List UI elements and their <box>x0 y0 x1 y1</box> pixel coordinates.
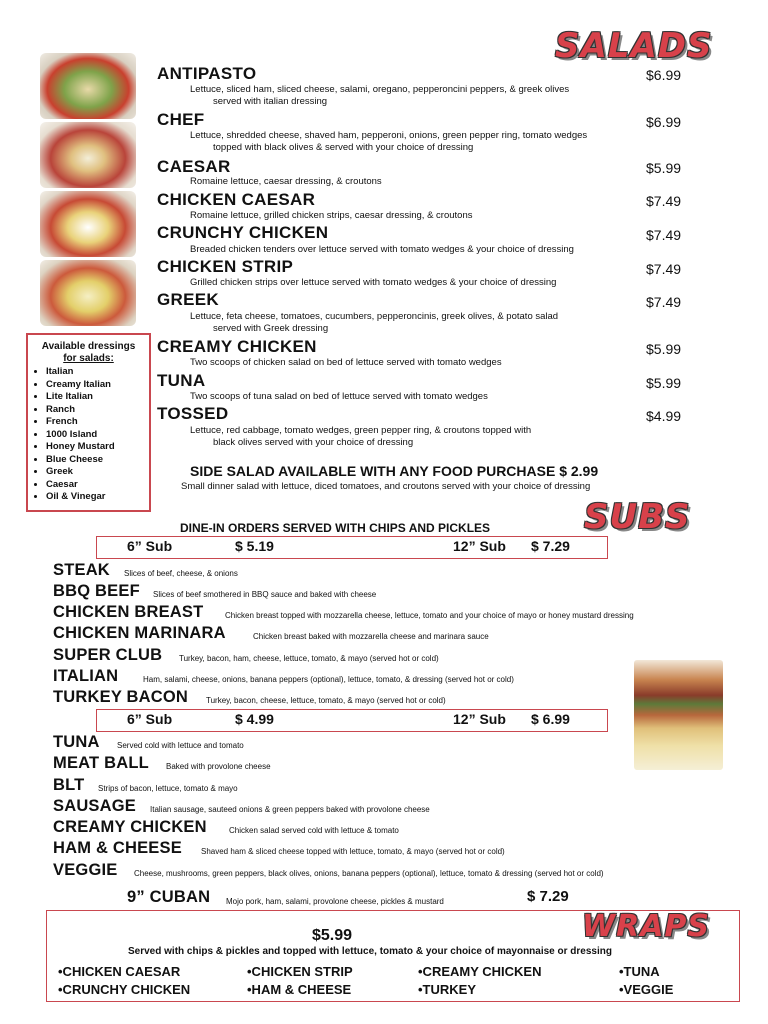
salad-price: $5.99 <box>646 341 682 357</box>
six-inch-label: 6” Sub <box>127 711 173 727</box>
salad-price: $6.99 <box>646 67 682 83</box>
salad-desc: served with italian dressing <box>213 96 328 107</box>
salad-price: $7.49 <box>646 193 682 209</box>
dressing-item: • Greek <box>46 466 149 479</box>
wraps-price: $5.99 <box>312 927 353 944</box>
cuban-desc: Mojo pork, ham, salami, provolone cheese, pickles & mustard <box>226 897 444 906</box>
dressing-item: • Creamy Italian <box>46 379 149 392</box>
sub-name: CHICKEN MARINARA <box>53 624 226 642</box>
cuban-name: 9” CUBAN <box>127 888 211 906</box>
salad-desc: Grilled chicken strips over lettuce served with tomato wedges & your choice of dressing <box>190 277 557 288</box>
sub-name: TUNA <box>53 733 100 751</box>
dressing-item: • Italian <box>46 366 149 379</box>
salad-desc: Two scoops of tuna salad on bed of lettuce served with tomato wedges <box>190 391 488 402</box>
greek-salad-photo <box>40 191 136 257</box>
sub-name: HAM & CHEESE <box>53 839 182 857</box>
dressing-item: • Honey Mustard <box>46 441 149 454</box>
salad-desc: black olives served with your choice of dressing <box>213 437 414 448</box>
wraps-desc: Served with chips & pickles and topped with lettuce, tomato & your choice of mayonnaise or dressing <box>128 946 612 957</box>
dressing-item: • French <box>46 416 149 429</box>
salad-name: ANTIPASTO <box>157 64 257 83</box>
six-inch-label: 6” Sub <box>127 538 173 554</box>
salad-name: TUNA <box>157 371 206 390</box>
wrap-item: •CREAMY CHICKEN <box>418 964 542 979</box>
dressings-box <box>26 333 151 512</box>
wrap-item: •TUNA <box>619 964 660 979</box>
dressing-item: • Oil & Vinegar <box>46 491 149 504</box>
sub-desc: Chicken breast baked with mozzarella cheese and marinara sauce <box>253 632 489 641</box>
sub-name: ITALIAN <box>53 667 119 685</box>
sub-desc: Strips of bacon, lettuce, tomato & mayo <box>98 784 238 793</box>
salad-desc: served with Greek dressing <box>213 323 329 334</box>
salad-desc: Lettuce, shredded cheese, shaved ham, pepperoni, onions, green pepper ring, tomato wedges <box>190 130 588 141</box>
sub-desc: Served cold with lettuce and tomato <box>117 741 244 750</box>
tossed-salad-photo <box>40 260 136 326</box>
antipasto-salad-photo <box>40 53 136 119</box>
sub-name: TURKEY BACON <box>53 688 189 706</box>
sub-desc: Shaved ham & sliced cheese topped with lettuce, tomato, & mayo (served hot or cold) <box>201 847 505 856</box>
salad-price: $7.49 <box>646 294 682 310</box>
salads-title: SALADS <box>555 26 713 66</box>
salad-name: TOSSED <box>157 404 229 423</box>
salad-name: CAESAR <box>157 157 231 176</box>
dressing-item: • Lite Italian <box>46 391 149 404</box>
wrap-item: •CRUNCHY CHICKEN <box>58 982 191 997</box>
sub-desc: Italian sausage, sauteed onions & green peppers baked with provolone cheese <box>150 805 430 814</box>
salad-desc: Lettuce, sliced ham, sliced cheese, salami, oregano, pepperoncini peppers, & greek olives <box>190 84 570 95</box>
twelve-inch-price: $ 7.29 <box>531 538 570 554</box>
dressing-item: • 1000 Island <box>46 429 149 442</box>
wrap-item: •HAM & CHEESE <box>247 982 352 997</box>
salad-price: $4.99 <box>646 408 682 424</box>
sub-name: BLT <box>53 776 85 794</box>
dressing-item: • Ranch <box>46 404 149 417</box>
twelve-inch-label: 12” Sub <box>453 711 506 727</box>
salad-desc: topped with black olives & served with your choice of dressing <box>213 142 474 153</box>
subs-note: DINE-IN ORDERS SERVED WITH CHIPS AND PICKLES <box>180 521 491 535</box>
sub-desc: Slices of beef smothered in BBQ sauce and baked with cheese <box>153 590 377 599</box>
salad-price: $7.49 <box>646 261 682 277</box>
wraps-title: WRAPS <box>582 909 711 944</box>
salad-price: $5.99 <box>646 160 682 176</box>
dressings-title: Available dressings <box>41 341 136 352</box>
dressings-subtitle: for salads: <box>63 353 114 364</box>
sub-desc: Chicken salad served cold with lettuce & tomato <box>229 826 399 835</box>
salad-name: CRUNCHY CHICKEN <box>157 223 329 242</box>
six-inch-price: $ 4.99 <box>235 711 274 727</box>
sub-name: BBQ BEEF <box>53 582 140 600</box>
sub-price-row <box>96 709 608 732</box>
six-inch-price: $ 5.19 <box>235 538 274 554</box>
sub-desc: Ham, salami, cheese, onions, banana peppers (optional), lettuce, tomato, & dressing (served hot or cold) <box>143 675 514 684</box>
sub-price-row <box>96 536 608 559</box>
salad-price: $6.99 <box>646 114 682 130</box>
salad-name: CREAMY CHICKEN <box>157 337 317 356</box>
sub-desc: Chicken breast topped with mozzarella cheese, lettuce, tomato and your choice of mayo or honey mustard dressing <box>225 611 634 620</box>
sub-desc: Baked with provolone cheese <box>166 762 271 771</box>
salad-desc: Lettuce, red cabbage, tomato wedges, green pepper ring, & croutons topped with <box>190 425 532 436</box>
twelve-inch-label: 12” Sub <box>453 538 506 554</box>
salad-name: CHICKEN STRIP <box>157 257 294 276</box>
wrap-item: •CHICKEN CAESAR <box>58 964 181 979</box>
wrap-item: •TURKEY <box>418 982 476 997</box>
dressing-item: • Blue Cheese <box>46 454 149 467</box>
sub-name: STEAK <box>53 561 110 579</box>
salad-desc: Two scoops of chicken salad on bed of lettuce served with tomato wedges <box>190 357 502 368</box>
twelve-inch-price: $ 6.99 <box>531 711 570 727</box>
sub-name: CREAMY CHICKEN <box>53 818 207 836</box>
wrap-item: •VEGGIE <box>619 982 674 997</box>
sub-desc: Turkey, bacon, cheese, lettuce, tomato, & mayo (served hot or cold) <box>206 696 446 705</box>
sub-desc: Cheese, mushrooms, green peppers, black olives, onions, banana peppers (optional), lettuce, tomato & dressing (served hot or cold) <box>134 869 604 878</box>
sub-desc: Turkey, bacon, ham, cheese, lettuce, tomato, & mayo (served hot or cold) <box>179 654 439 663</box>
salad-desc: Romaine lettuce, grilled chicken strips, caesar dressing, & croutons <box>190 210 473 221</box>
subs-title: SUBS <box>584 497 691 537</box>
salad-desc: Romaine lettuce, caesar dressing, & croutons <box>190 176 382 187</box>
side-salad-desc: Small dinner salad with lettuce, diced tomatoes, and croutons served with your choice of dressing <box>181 481 591 492</box>
sub-name: CHICKEN BREAST <box>53 603 204 621</box>
side-salad-line: SIDE SALAD AVAILABLE WITH ANY FOOD PURCHASE $ 2.99 <box>190 463 599 479</box>
sub-name: SAUSAGE <box>53 797 136 815</box>
salad-desc: Breaded chicken tenders over lettuce served with tomato wedges & your choice of dressing <box>190 244 574 255</box>
wrap-item: •CHICKEN STRIP <box>247 964 353 979</box>
chef-salad-photo <box>40 122 136 188</box>
salad-price: $7.49 <box>646 227 682 243</box>
salad-name: CHICKEN CAESAR <box>157 190 316 209</box>
salad-name: GREEK <box>157 290 219 309</box>
sub-name: MEAT BALL <box>53 754 149 772</box>
sub-name: SUPER CLUB <box>53 646 163 664</box>
sub-name: VEGGIE <box>53 861 118 879</box>
salad-desc: Lettuce, feta cheese, tomatoes, cucumbers, pepperoncinis, greek olives, & potato salad <box>190 311 559 322</box>
sub-desc: Slices of beef, cheese, & onions <box>124 569 238 578</box>
sub-sandwich-photo <box>634 660 723 770</box>
salad-name: CHEF <box>157 110 205 129</box>
dressing-item: • Caesar <box>46 479 149 492</box>
salad-price: $5.99 <box>646 375 682 391</box>
cuban-price: $ 7.29 <box>527 888 569 905</box>
